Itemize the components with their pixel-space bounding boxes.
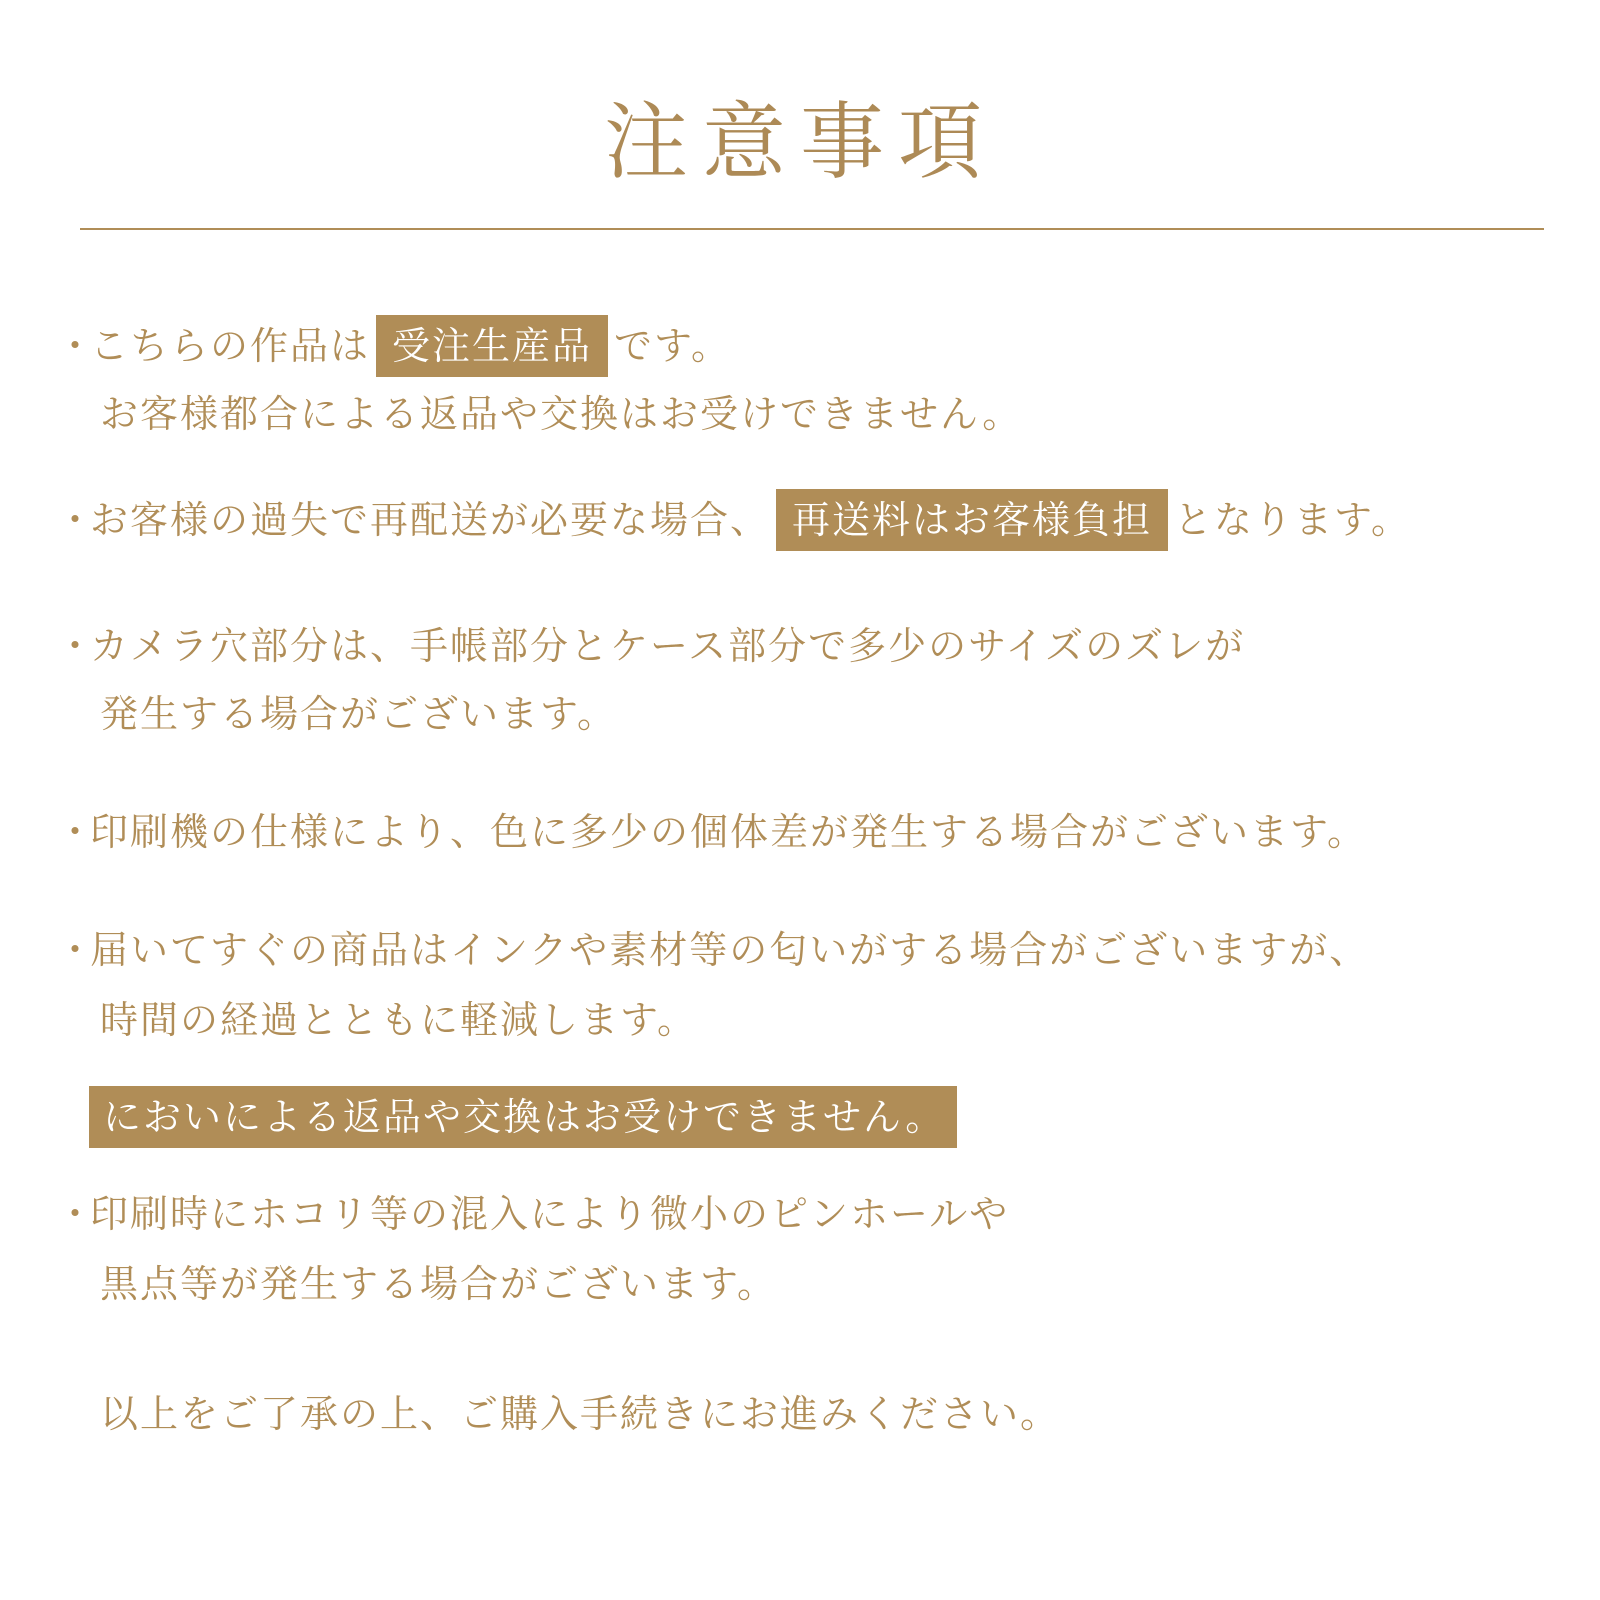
notice-text: カメラ穴部分は、手帳部分とケース部分で多少のサイズのズレが — [90, 624, 1246, 668]
notice-item-6-line-1 — [56, 1182, 1009, 1246]
notice-text: となります。 — [1174, 498, 1411, 542]
bullet: ・ — [56, 810, 97, 854]
notice-item-6-line-2: 黒点等が発生する場合がございます。 — [100, 1262, 777, 1306]
notice-item-5-line-1 — [56, 918, 1369, 982]
notice-item-3-line-1 — [56, 614, 1245, 678]
notice-item-5-line-2: 時間の経過とともに軽減します。 — [100, 998, 697, 1042]
bullet: ・ — [56, 498, 97, 542]
bullet: ・ — [56, 624, 97, 668]
notice-item-1-line-2: お客様都合による返品や交換はお受けできません。 — [100, 392, 1023, 436]
notice-item-2-line-1 — [56, 488, 1411, 552]
notice-text: 印刷時にホコリ等の混入により微小のピンホールや — [90, 1192, 1010, 1236]
closing-text: 以上をご了承の上、ご購入手続きにお進みください。 — [100, 1392, 1061, 1436]
bullet: ・ — [56, 324, 97, 368]
highlight-made-to-order: 受注生産品 — [376, 315, 608, 377]
notice-text: です。 — [614, 324, 731, 368]
highlight-reshipping-fee: 再送料はお客様負担 — [776, 489, 1168, 551]
notice-text: お客様の過失で再配送が必要な場合、 — [90, 498, 771, 542]
notice-item-1-line-1 — [56, 314, 731, 378]
notice-text: 印刷機の仕様により、色に多少の個体差が発生する場合がございます。 — [90, 810, 1367, 854]
bullet: ・ — [56, 1192, 97, 1236]
notice-text: 届いてすぐの商品はインクや素材等の匂いがする場合がございますが、 — [90, 928, 1370, 972]
bullet: ・ — [56, 928, 97, 972]
title-divider — [80, 228, 1544, 230]
notice-item-4-line-1 — [56, 800, 1367, 864]
page-title: 注意事項 — [603, 93, 996, 191]
highlight-odor-no-returns: においによる返品や交換はお受けできません。 — [89, 1086, 957, 1148]
notice-item-3-line-2: 発生する場合がございます。 — [100, 692, 617, 736]
notice-text: こちらの作品は — [90, 324, 371, 368]
